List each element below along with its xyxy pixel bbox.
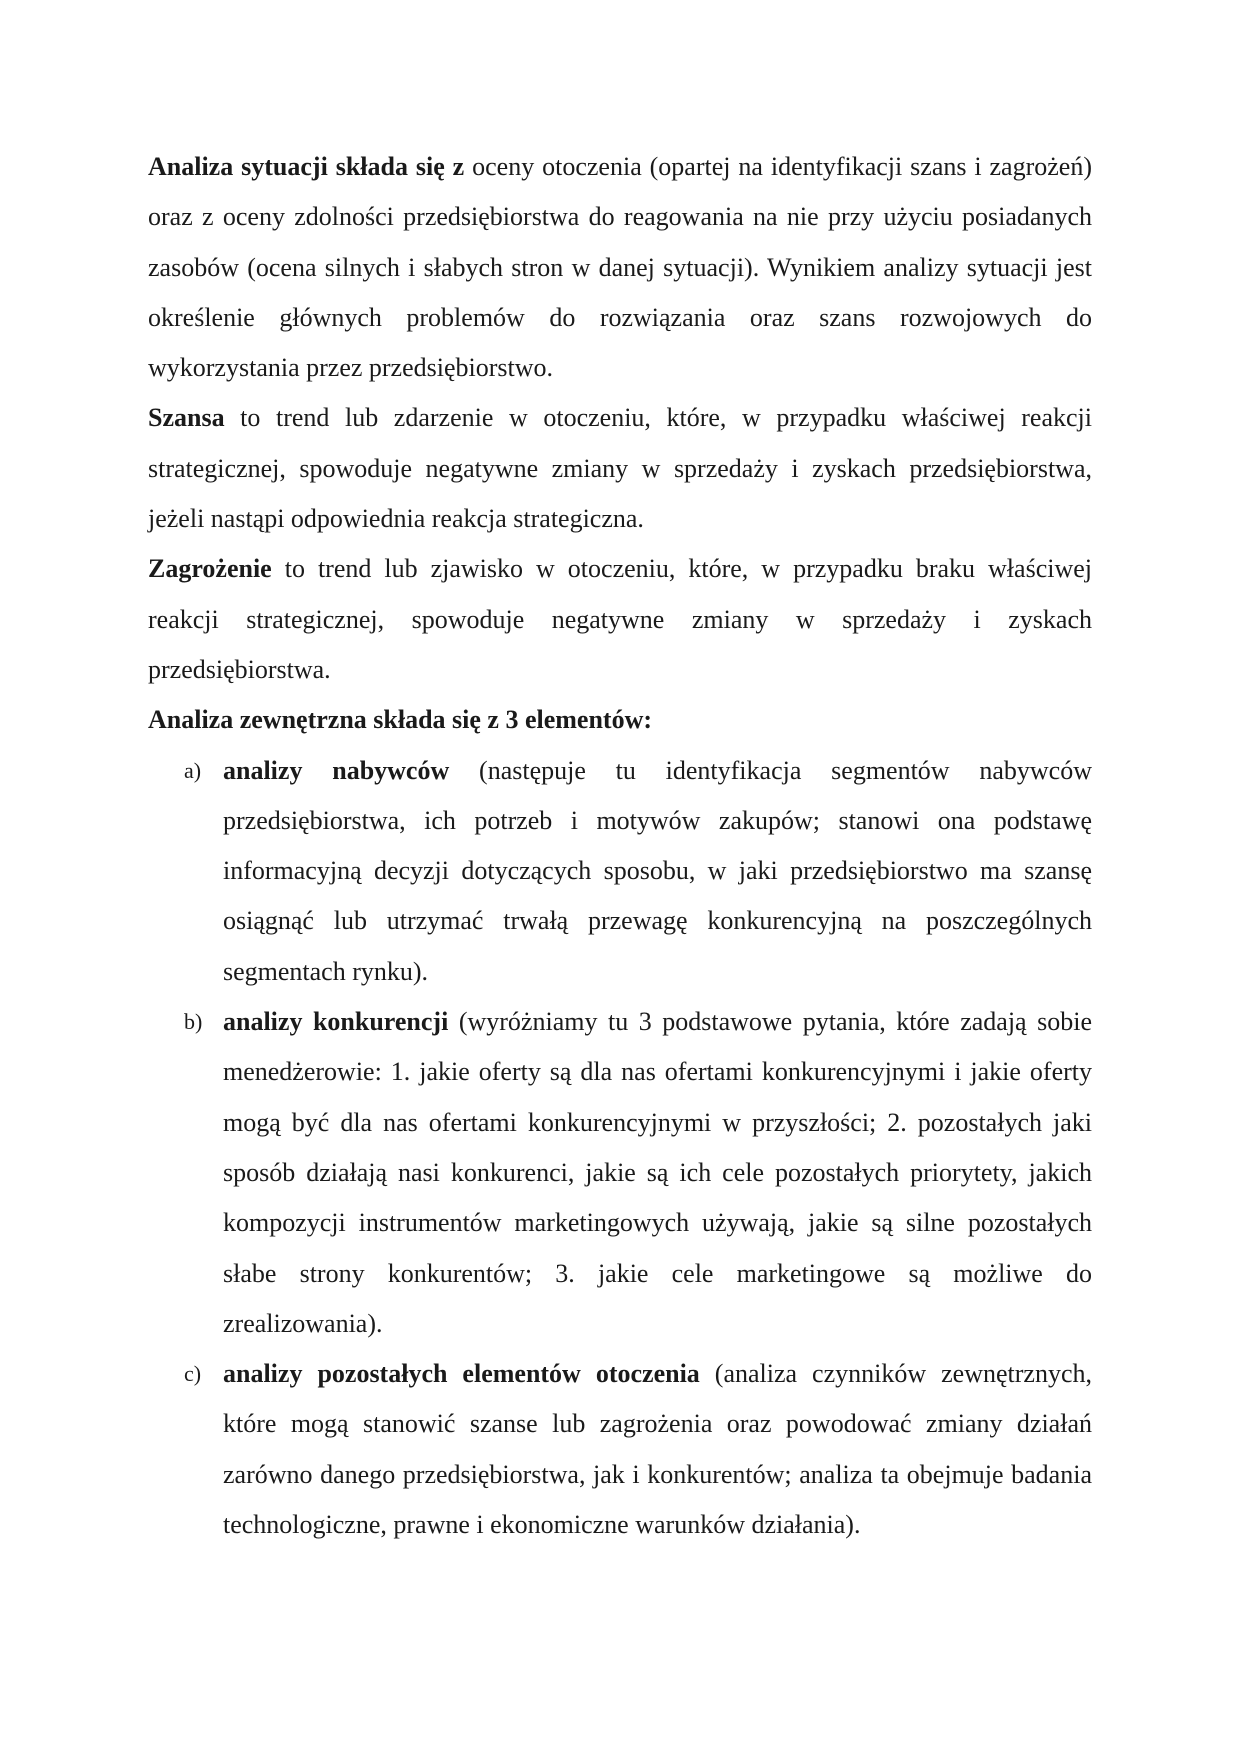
- list-item-text: (następuje tu identyfikacja segmentów nabywców przedsiębiorstwa, ich potrzeb i motywów zakupów; stanowi ona podstawę informacyjną decyzji dotyczących sposobu, w jaki przedsiębiorstwo ma szansę osiągnąć lub utrzymać trwałą przewagę konkurencyjną na poszczególnych segmentach rynku).: [223, 755, 1092, 986]
- list-item: [148, 997, 1092, 1349]
- list-marker: b): [184, 1009, 203, 1035]
- list-item-term: analizy nabywców: [223, 755, 450, 785]
- term-analiza-sytuacji: Analiza sytuacji składa się z: [148, 152, 465, 181]
- text-zagrozenie: to trend lub zjawisko w otoczeniu, które, w przypadku braku właściwej reakcji strategicznej, spowoduje negatywne zmiany w sprzedaży i zyskach przedsiębiorstwa.: [148, 554, 1092, 684]
- list-item-text: (analiza czynników zewnętrznych, które mogą stanowić szanse lub zagrożenia oraz powodować zmiany działań zarówno danego przedsiębiorstwa, jak i konkurentów; analiza ta obejmuje badania technologiczne, prawne i ekonomiczne warunków działania).: [223, 1359, 1092, 1540]
- list-item-text: (wyróżniamy tu 3 podstawowe pytania, które zadają sobie menedżerowie: 1. jakie oferty są dla nas ofertami konkurencyjnymi i jakie oferty mogą być dla nas ofertami konkurencyjnymi w przyszłości; 2. pozostałych jaki sposób działają nasi konkurenci, jakie są ich cele pozostałych priorytety, jakich kompozycji instrumentów marketingowych używają, jakie są silne pozostałych słabe strony konkurentów; 3. jakie cele marketingowe są możliwe do zrealizowania).: [223, 1007, 1092, 1338]
- list-item-term: analizy konkurencji: [223, 1007, 449, 1037]
- paragraph-zagrozenie: [148, 544, 1092, 695]
- list-item: [148, 746, 1092, 997]
- term-szansa: Szansa: [148, 403, 225, 433]
- list-item: [148, 1349, 1092, 1550]
- term-zagrozenie: Zagrożenie: [148, 554, 272, 584]
- text-szansa: to trend lub zdarzenie w otoczeniu, które, w przypadku właściwej reakcji strategicznej, spowoduje negatywne zmiany w sprzedaży i zyskach przedsiębiorstwa, jeżeli nastąpi odpowiednia reakcja strategiczna.: [148, 403, 1092, 534]
- list-marker: c): [184, 1361, 202, 1387]
- document-page: [148, 142, 1092, 1550]
- list-marker: a): [184, 757, 202, 783]
- list-item-term: analizy pozostałych elementów otoczenia: [223, 1359, 700, 1389]
- text-analiza-sytuacji: oceny otoczenia (opartej na identyfikacji szans i zagrożeń) oraz z oceny zdolności przedsiębiorstwa do reagowania na nie przy użyciu posiadanych zasobów (ocena silnych i słabych stron w danej sytuacji). Wynikiem analizy sytuacji jest określenie głównych problemów do rozwiązania oraz szans rozwojowych do wykorzystania przez przedsiębiorstwo.: [148, 152, 1092, 383]
- heading-analiza-zewnetrzna-text: Analiza zewnętrzna składa się z 3 elementów:: [148, 705, 653, 735]
- elements-list: [148, 746, 1092, 1551]
- heading-analiza-zewnetrzna: [148, 695, 1092, 745]
- paragraph-analiza-sytuacji: [148, 142, 1092, 393]
- paragraph-szansa: [148, 393, 1092, 544]
